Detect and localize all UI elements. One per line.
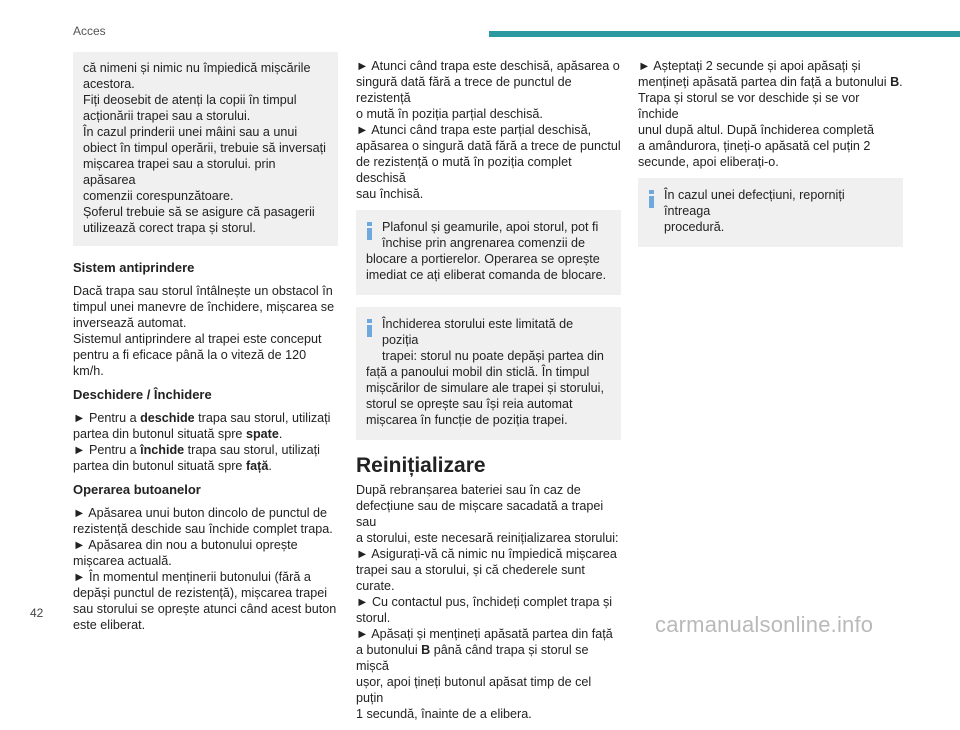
- buttons-heading: Operarea butoanelor: [73, 482, 201, 497]
- open-close-paragraph: ► Pentru a deschide trapa sau storul, utilizați partea din butonul situată spre spate. ► Pentru a închide trapa sau storul, utilizați partea din butonul situată spre față.: [73, 411, 331, 473]
- column-middle: [356, 52, 621, 730]
- info-box-restart: În cazul unei defecțiuni, reporniți întreaga procedură.: [638, 178, 903, 247]
- warning-line: utilizează corect trapa și storul.: [83, 221, 256, 235]
- warning-line: acestora.: [83, 77, 135, 91]
- wait-paragraph: ► Așteptați 2 secunde și apoi apăsați și mențineți apăsată partea din față a butonului B. Trapa și storul se vor deschide și se vor închide unul după altul. După închiderea completă a amândurora, țineți-o apăsată cel puțin 2 secunde, apoi eliberați-o.: [638, 59, 903, 169]
- buttons-paragraph: ► Apăsarea unui buton dincolo de punctul de rezistență deschide sau închide complet trapa. ► Apăsarea din nou a butonului oprește mișcarea actuală. ► În momentul menținerii butonului (fără a depăși punctul de rezistență), mișcarea trapei sau storului se oprește atunci când acest buton este eliberat.: [73, 506, 337, 632]
- partial-open-paragraph: ► Atunci când trapa este deschisă, apăsarea o singură dată fără a trece de punctul de rezistență o mută în poziția parțial deschisă. ► Atunci când trapa este parțial deschisă, apăsarea o singură dată fără a trece de punctul de rezistență o mută în poziția complet deschisă sau închisă.: [356, 59, 621, 201]
- info-icon: [366, 222, 374, 240]
- reinit-paragraph: După rebranșarea bateriei sau în caz de defecțiune sau de mișcare sacadată a trapei sau a storului, este necesară reinițializarea storului: ► Asigurați-vă că nimic nu împiedică mișcarea trapei sau a storului, și că chederele sunt curate. ► Cu contactul pus, închideți complet trapa și storul. ► Apăsați și mențineți apăsată partea din față a butonului B până când trapa și storul se mișcă ușor, apoi țineți butonul apăsat timp de cel puțin 1 secundă, înainte de a elibera.: [356, 483, 619, 721]
- warning-box: [73, 52, 338, 246]
- warning-line: Fiți deosebit de atenți la copii în timpul: [83, 93, 297, 107]
- header-section-title: Acces: [73, 24, 106, 38]
- watermark: carmanualsonline.info: [655, 612, 874, 637]
- column-left: [73, 52, 338, 641]
- antipinch-heading: Sistem antiprindere: [73, 260, 195, 275]
- warning-line: mișcarea trapei sau a storului. prin apăsarea: [83, 157, 276, 187]
- info-icon: [648, 190, 656, 208]
- open-close-heading: Deschidere / Închidere: [73, 387, 212, 402]
- header-accent-bar: [489, 31, 960, 37]
- warning-line: Șoferul trebuie să se asigure că pasagerii: [83, 205, 315, 219]
- warning-line: că nimeni și nimic nu împiedică mișcările: [83, 61, 311, 75]
- page-number: 42: [30, 606, 44, 620]
- warning-line: În cazul prinderii unei mâini sau a unui: [83, 125, 298, 139]
- info-icon: [366, 319, 374, 337]
- reinit-heading: Reinițializare: [356, 454, 486, 477]
- column-right: [638, 52, 903, 247]
- warning-line: comenzii corespunzătoare.: [83, 189, 234, 203]
- warning-line: obiect în timpul operării, trebuie să inversați: [83, 141, 326, 155]
- info-box-locking: Plafonul și geamurile, apoi storul, pot fi închise prin angrenarea comenzii de blocare a portierelor. Operarea se oprește imediat ce ați eliberat comanda de blocare.: [356, 210, 621, 295]
- info-box-blind-limit: Închiderea storului este limitată de poziția trapei: storul nu poate depăși partea din față a panoului mobil din sticlă. În timpul mișcărilor de simulare ale trapei și storului, storul se oprește sau își reia automat mișcarea în funcție de poziția trapei.: [356, 307, 621, 440]
- warning-line: acționării trapei sau a storului.: [83, 109, 251, 123]
- antipinch-paragraph: Dacă trapa sau storul întâlnește un obstacol în timpul unei manevre de închidere, mișcarea se inversează automat. Sistemul antiprindere al trapei este conceput pentru a fi eficace până la o viteză de 120 km/h.: [73, 284, 335, 378]
